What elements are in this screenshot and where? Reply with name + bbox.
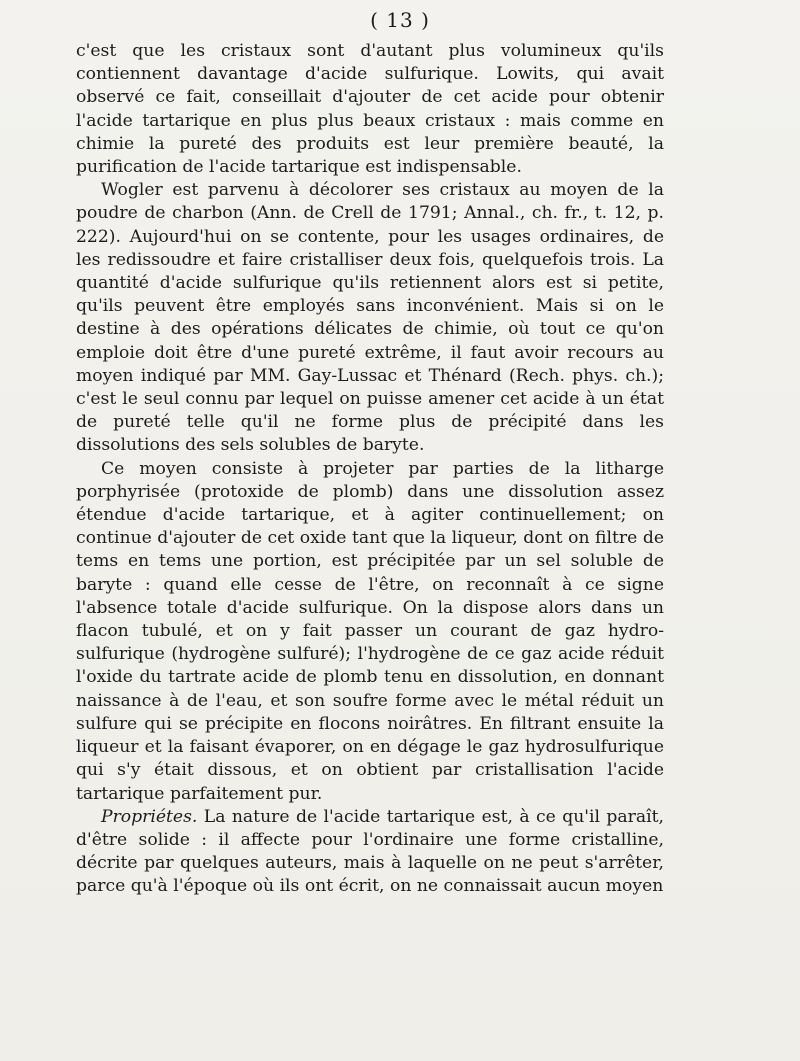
body-text xyxy=(76,40,664,899)
paragraph-1: c'est que les cristaux sont d'autant plus volumineux qu'ils contiennent davantage d'acide sulfurique. Lowits, qui avait observé ce fait, conseillait d'ajouter de cet acide pour obtenir l'acide tartarique en plus plus beaux cristaux : mais comme en chimie la pureté des produits est leur première beauté, la purification de l'acide tartarique est indispensable. xyxy=(76,41,664,178)
paragraph-2: Wogler est parvenu à décolorer ses cristaux au moyen de la poudre de charbon (Ann. de Crell de 1791; Annal., ch. fr., t. 12, p. 222). Aujourd'hui on se contente, pour les usages ordinaires, de les redissoudre et faire cristalliser deux fois, quelquefois trois. La quantité d'acide sulfurique qu'ils retiennent alors est si petite, qu'ils peuvent être employés sans inconvénient. Mais si on le destine à des opérations délicates de chimie, où tout ce qu'on emploie doit être d'une pureté extrême, il faut avoir recours au moyen indiqué par MM. Gay-Lussac et Thénard (Rech. phys. ch.); c'est le seul connu par lequel on puisse amener cet acide à un état de pureté telle qu'il ne forme plus de précipité dans les dissolutions des sels solubles de baryte. xyxy=(76,180,664,456)
paragraph-3: Ce moyen consiste à projeter par parties de la litharge porphyrisée (protoxide de plomb) dans une dissolution assez étendue d'acide tartarique, et à agiter continuellement; on continue d'ajouter de cet oxide tant que la liqueur, dont on filtre de tems en tems une portion, est précipitée par un sel soluble de baryte : quand elle cesse de l'être, on reconnaît à ce signe l'absence totale d'acide sulfurique. On la dispose alors dans un flacon tubulé, et on y fait passer un courant de gaz hydro-sulfurique (hydrogène sulfuré); l'hydrogène de ce gaz acide réduit l'oxide du tartrate acide de plomb tenu en dissolution, en donnant naissance à de l'eau, et son soufre forme avec le métal réduit un sulfure qui se précipite en flocons noirâtres. En filtrant ensuite la liqueur et la faisant évaporer, on en dégage le gaz hydrosulfurique qui s'y était dissous, et on obtient par cristallisation l'acide tartarique parfaitement pur. xyxy=(76,458,664,804)
section-label: Propriétes. xyxy=(101,806,198,827)
page-number: ( 13 ) xyxy=(370,8,430,32)
paragraph-4 xyxy=(76,806,664,899)
paragraph-4-text: La nature de l'acide tartarique est, à ce qu'il paraît, d'être solide : il affecte pour l'ordinaire une forme cristalline, décrite par quelques auteurs, mais à laquelle on ne peut s'arrêter, parce qu'à l'époque où ils ont écrit, on ne connaissait aucun moyen xyxy=(76,806,664,897)
